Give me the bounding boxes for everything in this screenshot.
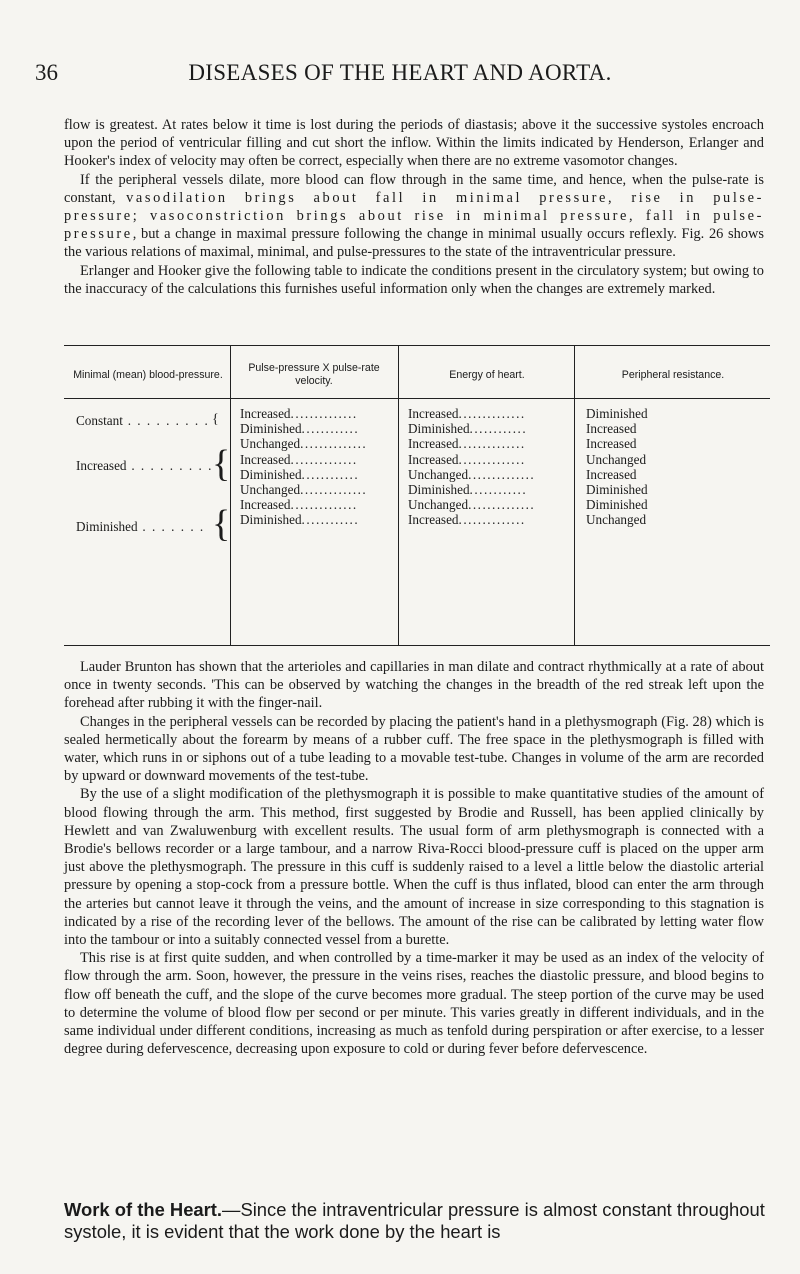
paragraph-rise: This rise is at first quite sudden, and when controlled by a time-marker it may be used as an index of the velocity of flow through the arm. Soon, however, the pressure in the veins rises, reaches the diastolic pressure, and blood begins to flow off beneath the cuff, and the slope of the curve becomes more gradual. The steep portion of the curve may be used to determine the volume of blood flow per second or per minute. This varies greatly in different individuals, and in the same individual under different conditions, increasing as much as tenfold during perspiration or after exercise, to a lesser degree during defervescence, decreasing upon exposure to cold or during fever before defervescence. [64,950,764,1058]
top-text [64,116,764,298]
table-cell: Diminished [586,406,648,421]
header-rule [64,398,770,399]
table-cell: Increased.............. [240,497,358,513]
group-label: Diminished . . . . . . . [76,519,205,534]
running-title: DISEASES OF THE HEART AND AORTA. [188,60,612,85]
paragraph-flow: flow is greatest. At rates below it time is lost during the periods of diastasis; above it the successive systoles encroach upon the period of ventricular filling and cut short the inflow. Within the limits indicated by Henderson, Erlanger and Hooker's index of velocity may often be correct, especially when there are no extreme vasomotor changes. [64,117,764,170]
bottom-text [64,658,764,1058]
table-cell: Diminished............ [240,421,360,437]
table-cell: Increased.............. [240,451,358,467]
table-cell: Increased.............. [408,512,526,528]
table-cell: Diminished [586,497,648,513]
page-header [0,60,800,90]
vasodilation-intro: If the peripheral vessels dilate, more blood can flow through in the same time, and hence, when the pulse-rate is constant, [64,171,764,206]
paragraph-erlanger: Erlanger and Hooker give the following table to indicate the conditions present in the circulatory system; but owing to the inaccuracy of the calculations this furnishes useful information only when the changes are extremely marked. [64,262,764,297]
table-cell: Diminished............ [240,512,360,528]
header-minimal-pressure: Minimal (mean) blood-pressure. [73,368,223,381]
table-cell: Unchanged.............. [240,482,368,497]
vasodilation-emphasis: vasodilation brings about fall in minimal pressure, rise in pulse-pressure; vasoconstriction brings about rise in minimal pressure, fall in pulse-pressure [64,189,764,243]
table-cell: Increased [586,436,637,452]
paragraph-vasodilation [64,171,764,262]
table-cell: Diminished............ [408,482,528,497]
work-of-heart-paragraph [64,1199,770,1243]
table-cell: Unchanged [586,451,647,467]
table-cell: Increased.............. [408,406,526,421]
brace-icon: { [212,503,231,545]
table-cell: Diminished............ [240,466,360,482]
table-cell: Diminished............ [408,421,528,437]
page-number: 36 [35,60,58,85]
section-text: —Since the intraventricular pressure is almost constant throughout systole, it is evident that the work done by the heart is [64,1199,765,1242]
table-cell: Increased [586,466,637,482]
paragraph-brunton: Lauder Brunton has shown that the arterioles and capillaries in man dilate and contract rhythmically at a rate of about once in twenty seconds. 'This can be observed by watching the changes in the breadth of the red streak left upon the forehead after rubbing it with the finger-nail. [64,659,764,712]
table-cell: Unchanged.............. [240,436,368,452]
brace-icon: { [212,412,219,427]
column-divider [398,346,399,645]
table-cell: Unchanged.............. [408,466,536,482]
table-cell: Increased [586,421,637,437]
table-cell: Increased.............. [408,451,526,467]
header-pulse-pressure: Pulse-pressure X pulse-rate velocity. [248,362,380,387]
conditions-table [64,345,770,646]
group-label: Constant . . . . . . . . . [76,413,210,428]
header-peripheral-resistance: Peripheral resistance. [621,368,725,381]
table-cell: Unchanged [586,512,647,528]
group-label: Increased . . . . . . . . . [76,458,213,473]
paragraph-method: By the use of a slight modification of the plethysmograph it is possible to make quantitative studies of the amount of blood flowing through the arm. This method, first suggested by Brodie and Russell, has been applied clinically by Hewlett and van Zwaluwenburg with excellent results. The usual form of arm plethysmograph is connected with a Brodie's bellows recorder or a large tambour, and a narrow Riva-Rocci blood-pressure cuff is placed on the upper arm just above the plethysmograph. The pressure in this cuff is suddenly raised to a level a little below the diastolic arterial pressure by opening a stop-cock from a pressure bottle. When the cuff is thus inflated, blood can enter the arm through the arteries but cannot leave it through the veins, and the amount of increase in size corresponding to this stagnation is indicated by a rise of the recording lever of the bellows. The amount of the rise can be calibrated by letting water flow into the tambour or into a suitably connected vessel from a burette. [64,786,764,949]
table-cell: Increased.............. [240,406,358,421]
table-cell: Increased.............. [408,436,526,452]
column-divider [574,346,575,645]
vasodilation-tail: , but a change in maximal pressure following the change in minimal usually occurs reflexly. Fig. 26 shows the various relations of maximal, minimal, and pulse-pressures to the state of the intraventricular pressure. [64,226,764,261]
brace-icon: { [212,443,231,485]
paragraph-plethysmograph: Changes in the peripheral vessels can be recorded by placing the patient's hand in a plethysmograph (Fig. 28) which is sealed hermetically about the forearm by means of a rubber cuff. The free space in the plethysmograph is filled with water, which runs in or siphons out of a tube leading to a movable test-tube. Changes in volume of the arm are recorded by upward or downward movements of the test-tube. [64,713,764,785]
section-heading: Work of the Heart. [64,1199,223,1220]
column-divider [230,346,231,645]
header-energy: Energy of heart. [449,368,525,381]
table-cell: Diminished [586,482,648,497]
table-cell: Unchanged.............. [408,497,536,513]
